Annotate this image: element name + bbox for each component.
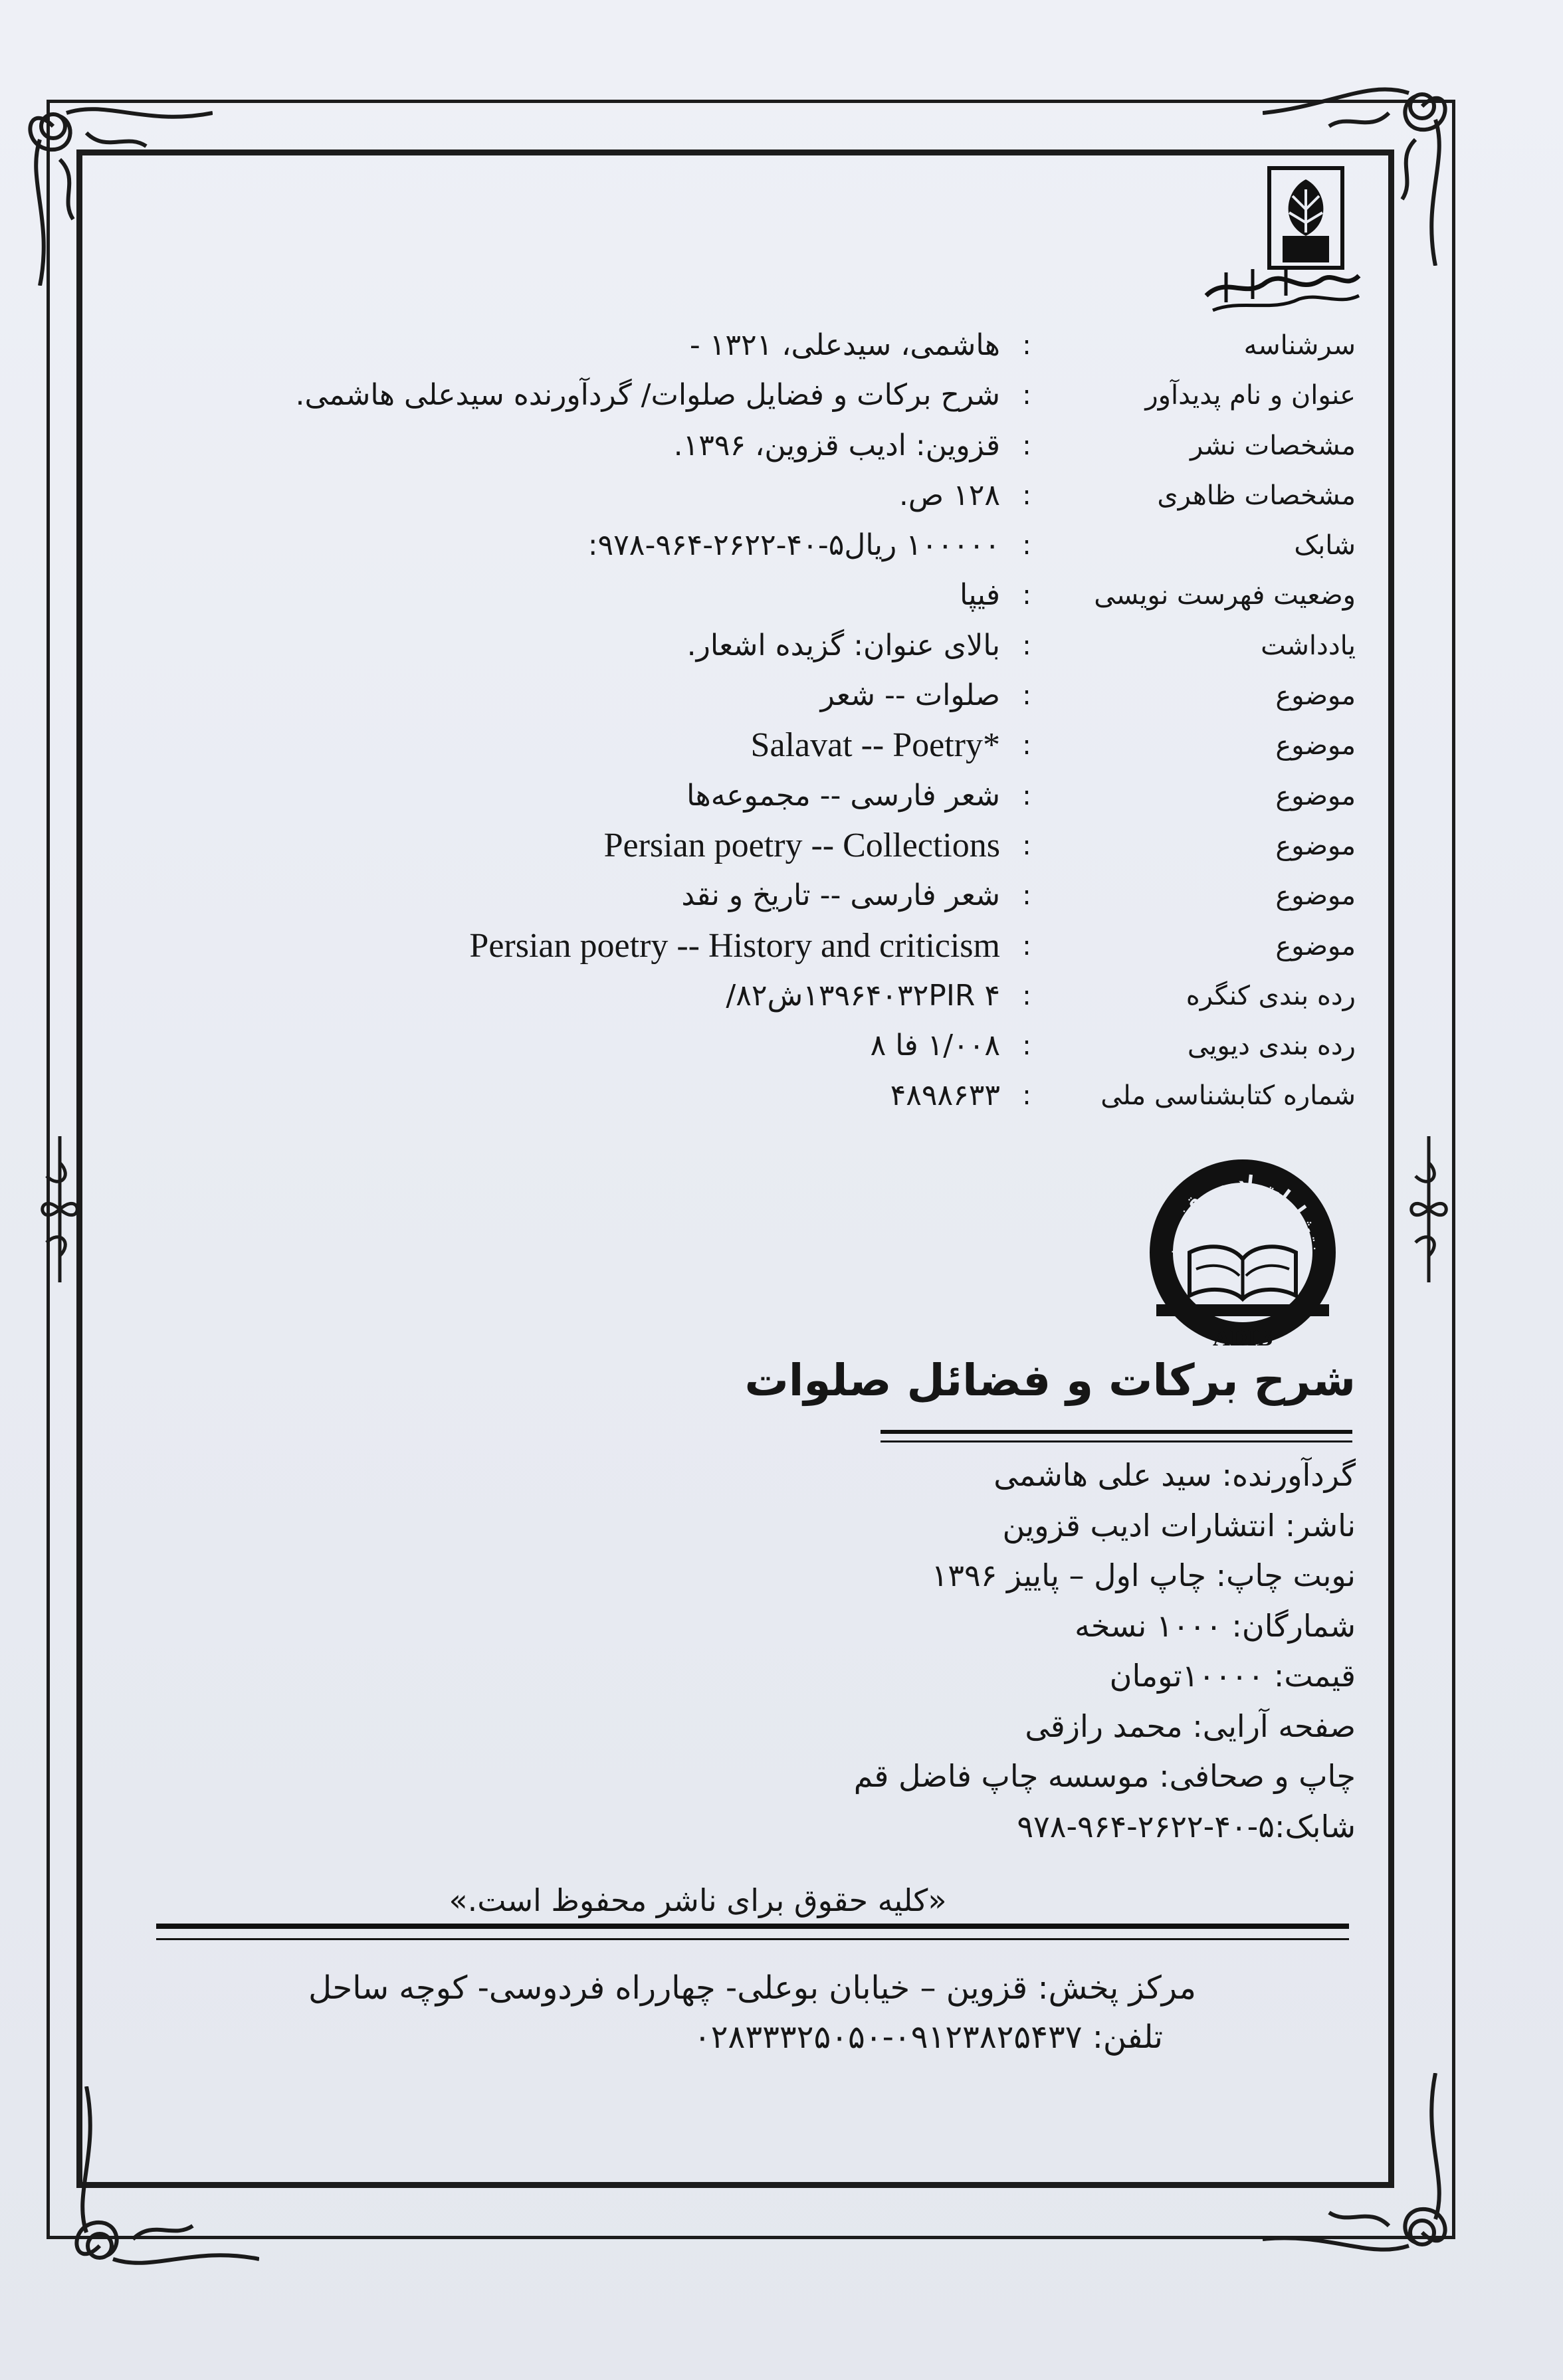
cip-value: فیپا [960, 578, 1000, 613]
side-ornament-left [33, 1136, 86, 1282]
cip-colon: : [1022, 1031, 1031, 1062]
cip-colon: : [1022, 580, 1031, 611]
title-underline [881, 1430, 1352, 1442]
cip-colon: : [1022, 630, 1031, 661]
cip-value: شعر فارسی -- تاریخ و نقد [681, 878, 1000, 913]
cip-value: Persian poetry -- History and criticism [469, 926, 1000, 965]
corner-ornament-bottom-left [60, 2086, 259, 2286]
colophon-line: ناشر: انتشارات ادیب قزوین [1002, 1507, 1356, 1543]
cip-label: رده بندی دیویی [1187, 1031, 1356, 1062]
cip-value: ۱/۰۰۸ فا ۸ [870, 1029, 1000, 1063]
colophon-line: شمارگان: ۱۰۰۰ نسخه [1075, 1607, 1356, 1644]
cip-row [266, 923, 1356, 973]
cip-row [266, 522, 1356, 572]
cip-label: موضوع [1275, 830, 1356, 861]
colophon-line: گردآورنده: سید علی هاشمی [993, 1457, 1356, 1493]
distribution-info [286, 1963, 1196, 2062]
cip-row [266, 472, 1356, 522]
side-ornament-right [1402, 1136, 1455, 1282]
cip-row [266, 1072, 1356, 1122]
distribution-phone: تلفن: ۰۹۱۲۳۸۲۵۴۳۷-۰۲۸۳۳۳۲۵۰۵۰ [693, 2019, 1163, 2056]
cip-value: ۱۰۰۰۰۰ ریال۵-۴۰-۲۶۲۲-۹۶۴-۹۷۸: [587, 528, 1000, 563]
seal-bottom-text: ADIB [1212, 1324, 1273, 1351]
bottom-divider [156, 1924, 1349, 1940]
cip-label: شماره کتابشناسی ملی [1100, 1080, 1356, 1112]
cip-label: موضوع [1275, 730, 1356, 761]
colophon-line: صفحه آرایی: محمد رازقی [1025, 1708, 1356, 1744]
cip-row [266, 423, 1356, 472]
cip-label: سرشناسه [1243, 330, 1356, 361]
cip-colon: : [1022, 530, 1031, 561]
cip-value: Salavat -- Poetry* [750, 726, 1000, 765]
book-title: شرح برکات و فضائل صلوات [744, 1355, 1356, 1406]
cip-label: عنوان و نام پدیدآور [1145, 380, 1356, 411]
cip-row [266, 672, 1356, 722]
cip-label: موضوع [1275, 930, 1356, 961]
cip-row [266, 973, 1356, 1023]
cip-value: ۴۸۹۸۶۳۳ [890, 1078, 1000, 1113]
cip-colon: : [1022, 980, 1031, 1011]
cip-colon: : [1022, 830, 1031, 861]
cip-colon: : [1022, 930, 1031, 961]
cip-label: وضعیت فهرست نویسی [1094, 580, 1356, 611]
cataloging-in-publication [266, 322, 1356, 1123]
cip-value: شعر فارسی -- مجموعه‌ها [686, 778, 1000, 813]
cip-label: رده بندی کنگره [1186, 980, 1356, 1011]
cip-value: ۱۲۸ ص. [898, 478, 1000, 512]
cip-row [266, 872, 1356, 922]
colophon-line: شابک:۵-۴۰-۲۶۲۲-۹۶۴-۹۷۸ [1017, 1808, 1356, 1844]
cip-row [266, 572, 1356, 622]
seal-top-text: نتشارات ادیب قزوین [1161, 1171, 1324, 1260]
cip-colon: : [1022, 480, 1031, 511]
cip-colon: : [1022, 330, 1031, 361]
colophon-line: چاپ و صحافی: موسسه چاپ فاضل قم [853, 1758, 1356, 1794]
cip-value: Persian poetry -- Collections [603, 826, 1000, 864]
publisher-seal-logo [1143, 1153, 1342, 1355]
cip-value: بالای عنوان: گزیده اشعار. [686, 628, 1000, 662]
cip-colon: : [1022, 680, 1031, 712]
corner-ornament-top-left [13, 86, 213, 286]
cip-row [266, 773, 1356, 823]
cip-colon: : [1022, 380, 1031, 411]
cip-value: ۱۳۹۶۴۰۳۲PIR ۴ش۸۲/ [726, 978, 1000, 1013]
distribution-address: مرکز پخش: قزوین – خیابان بوعلی- چهارراه فردوسی- کوچه ساحل [308, 1969, 1196, 2007]
cip-label: موضوع [1275, 780, 1356, 811]
cip-row [266, 823, 1356, 872]
cip-row [266, 1023, 1356, 1072]
cip-label: مشخصات ظاهری [1157, 480, 1356, 511]
cip-label: موضوع [1275, 880, 1356, 912]
cip-colon: : [1022, 880, 1031, 912]
cip-row [266, 722, 1356, 772]
national-library-logo [1199, 163, 1362, 319]
cip-label: شابک [1294, 530, 1356, 561]
cip-value: شرح برکات و فضایل صلوات/ گردآورنده سیدعلی هاشمی. [295, 378, 1000, 413]
cip-label: موضوع [1275, 680, 1356, 712]
cip-colon: : [1022, 1080, 1031, 1112]
colophon [797, 1450, 1356, 1852]
colophon-line: نوبت چاپ: چاپ اول – پاییز ۱۳۹۶ [931, 1557, 1356, 1593]
corner-ornament-bottom-right [1263, 2073, 1462, 2272]
cip-colon: : [1022, 430, 1031, 461]
cip-row [266, 372, 1356, 422]
cip-colon: : [1022, 780, 1031, 811]
cip-row [266, 322, 1356, 372]
cip-value: صلوات -- شعر [820, 678, 1000, 713]
rights-notice: «کلیه حقوق برای ناشر محفوظ است.» [449, 1882, 947, 1918]
cip-label: یادداشت [1261, 630, 1356, 661]
colophon-line: قیمت: ۱۰۰۰۰تومان [1109, 1658, 1356, 1694]
cip-value: قزوین: ادیب قزوین، ۱۳۹۶. [673, 428, 1000, 462]
cip-row [266, 623, 1356, 672]
cip-colon: : [1022, 730, 1031, 761]
cip-value: هاشمی، سیدعلی، ۱۳۲۱ - [689, 328, 1000, 362]
cip-label: مشخصات نشر [1190, 430, 1356, 461]
